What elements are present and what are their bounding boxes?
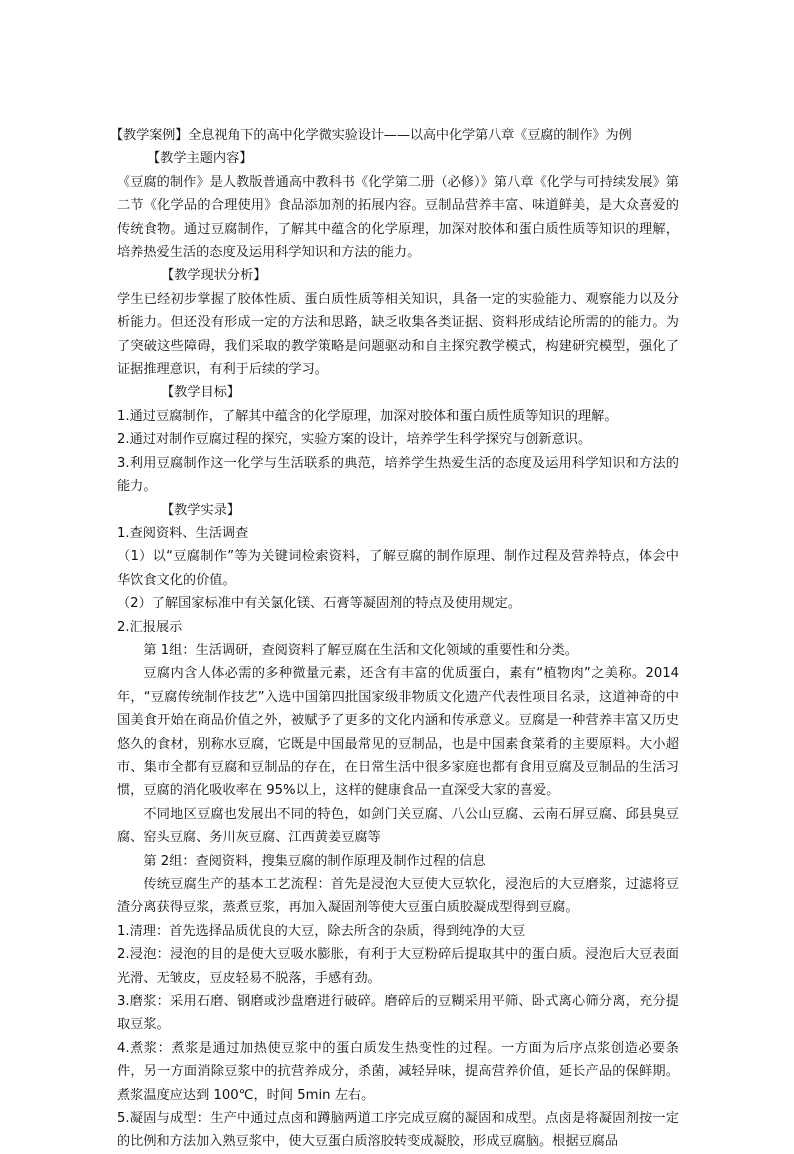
step1-item: （2）了解国家标准中有关氯化镁、石膏等凝固剂的特点及使用规定。: [117, 596, 522, 612]
step1-title: 1.查阅资料、生活调查: [117, 525, 249, 541]
theme-paragraph: 《豆腐的制作》是人教版普通高中教科书《化学第二册（必修）》第八章《化学与可持续发展》第二节《化学品的合理使用》食品添加剂的拓展内容。豆制品营养丰富、味道鲜美，是大众喜爱的传统食物。通过豆腐制作，了解其中蕴含的化学原理，加深对胶体和蛋白质性质等知识的理解，培养热爱生活的态度及运用科学知识和方法的能力。: [117, 174, 679, 261]
goal-item: 2.通过对制作豆腐过程的探究，实验方案的设计，培养学生科学探究与创新意识。: [117, 432, 592, 448]
step1-item: （1）以“豆腐制作”等为关键词检索资料，了解豆腐的制作原理、制作过程及营养特点，体会中华饮食文化的价值。: [117, 549, 679, 588]
status-paragraph: 学生已经初步掌握了胶体性质、蛋白质性质等相关知识，具备一定的实验能力、观察能力以及分析能力。但还没有形成一定的方法和思路，缺乏收集各类证据、资料形成结论所需的的能力。为了突破这些障碍，我们采取的教学策略是问题驱动和自主探究教学模式，构建研究模型，强化了证据推理意识，有利于后续的学习。: [117, 291, 679, 378]
group1-paragraph: 不同地区豆腐也发展出不同的特色，如剑门关豆腐、八公山豆腐、云南石屏豆腐、邱县臭豆腐、窑头豆腐、务川灰豆腐、江西黄姜豆腐等: [117, 806, 679, 846]
record-heading: 【教学实录】: [161, 502, 241, 518]
group1-paragraph: 豆腐内含人体必需的多种微量元素，还含有丰富的优质蛋白，素有“植物肉”之美称。2014年，“豆腐传统制作技艺”入选中国第四批国家级非物质文化遗产代表性项目名录，这道神奇的中国美食开始在商品价值之外，被赋予了更多的文化内涵和传承意义。豆腐是一种营养丰富又历史悠久的食材，别称水豆腐，它既是中国最常见的豆制品，也是中国素食菜肴的主要原料。大小超市、集市全都有豆腐和豆制品的存在，在日常生活中很多家庭也都有食用豆腐及豆制品的生活习惯，豆腐的消化吸收率在 95%以上，这样的健康食品一直深受大家的喜爱。: [117, 666, 679, 799]
group1-title: 第 1组：生活调研，查阅资料了解豆腐在生活和文化领域的重要性和分类。: [143, 642, 578, 658]
document-page: [110, 124, 679, 1154]
document-title: 【教学案例】全息视角下的高中化学微实验设计——以高中化学第八章《豆腐的制作》为例: [110, 128, 632, 143]
group2-title: 第 2组：查阅资料，搜集豆腐的制作原理及制作过程的信息: [143, 853, 486, 869]
goal-item: 3.利用豆腐制作这一化学与生活联系的典范，培养学生热爱生活的态度及运用科学知识和方法的能力。: [117, 455, 679, 495]
process-step: 4.煮浆：煮浆是通过加热使豆浆中的蛋白质发生热变性的过程。一方面为后序点浆创造必要条件，另一方面消除豆浆中的抗营养成分，杀菌，减轻异味，提高营养价值，延长产品的保鲜期。煮浆温度应达到 100℃，时间 5min 左右。: [117, 1040, 679, 1103]
goal-item: 1.通过豆腐制作，了解其中蕴含的化学原理，加深对胶体和蛋白质性质等知识的理解。: [117, 408, 618, 424]
process-step: 5.凝固与成型：生产中通过点卤和蹲脑两道工序完成豆腐的凝固和成型。点卤是将凝固剂按一定的比例和方法加入熟豆浆中，使大豆蛋白质溶胶转变成凝胶，形成豆腐脑。根据豆腐品: [117, 1111, 679, 1150]
group2-paragraph: 传统豆腐生产的基本工艺流程：首先是浸泡大豆使大豆软化，浸泡后的大豆磨浆，过滤将豆渣分离获得豆浆，蒸煮豆浆，再加入凝固剂等使大豆蛋白质胶凝成型得到豆腐。: [117, 877, 679, 916]
process-step: 1.清理：首先选择品质优良的大豆，除去所含的杂质，得到纯净的大豆: [117, 923, 526, 939]
process-step: 3.磨浆：采用石磨、钢磨或沙盘磨进行破碎。磨碎后的豆糊采用平筛、卧式离心筛分离，充分提取豆浆。: [117, 994, 679, 1033]
process-step: 2.浸泡：浸泡的目的是使大豆吸水膨胀，有利于大豆粉碎后提取其中的蛋白质。浸泡后大豆表面光滑、无皱皮，豆皮轻易不脱落，手感有劲。: [117, 947, 679, 986]
theme-heading: 【教学主题内容】: [147, 151, 253, 167]
step2-title: 2.汇报展示: [117, 619, 183, 635]
goals-heading: 【教学目标】: [161, 385, 241, 401]
status-heading: 【教学现状分析】: [161, 268, 267, 284]
